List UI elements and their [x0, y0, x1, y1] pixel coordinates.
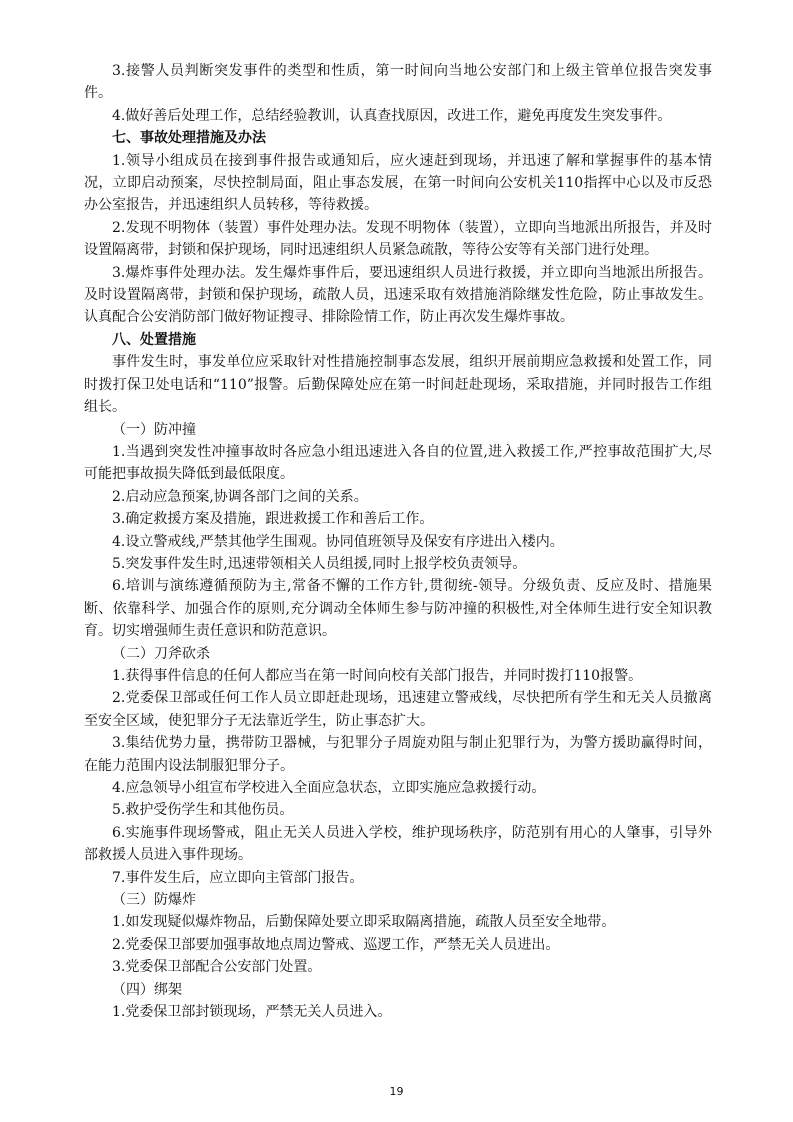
paragraph: 6.实施事件现场警戒，阻止无关人员进入学校，维护现场秩序，防范别有用心的人肇事，引导外部救援人员进入事件现场。: [84, 824, 712, 864]
page-number: 19: [389, 1085, 404, 1098]
paragraph: （二）刀斧砍杀: [112, 645, 210, 662]
paragraph: 7.事件发生后，应立即向主管部门报告。: [112, 869, 364, 886]
paragraph: 3.接警人员判断突发事件的类型和性质，第一时间向当地公安部门和上级主管单位报告突发事件。: [84, 63, 712, 102]
paragraph: 2.发现不明物体（装置）事件处理办法。发现不明物体（装置），立即向当地派出所报告，并及时设置隔离带，封锁和保护现场，同时迅速组织人员紧急疏散，等待公安等有关部门进行处理。: [84, 219, 712, 259]
paragraph: 4.做好善后处理工作，总结经验教训，认真查找原因，改进工作，避免再度发生突发事件。: [112, 107, 672, 124]
paragraph: 1.领导小组成员在接到事件报告或通知后，应火速赶到现场，并迅速了解和掌握事件的基本情况，立即启动预案，尽快控制局面，阻止事态发展，在第一时间向公安机关110指挥中心以及市反恐办公室报告，并迅速组织人员转移，等待救援。: [84, 152, 712, 214]
paragraph: 1.如发现疑似爆炸物品，后勤保障处要立即采取隔离措施，疏散人员至安全地带。: [112, 914, 616, 931]
paragraph: 6.培训与演练遵循预防为主,常备不懈的工作方针,贯彻统-领导。分级负责、反应及时、措施果断、依靠科学、加强合作的原则,充分调动全体师生参与防冲撞的积极性,对全体师生进行安全知识教育。切实增强师生责任意识和防范意识。: [84, 578, 712, 640]
paragraph: 5.突发事件发生时,迅速带领相关人员组援,同时上报学校负责领导。: [112, 555, 527, 572]
paragraph: 2.党委保卫部或任何工作人员立即赶赴现场，迅速建立警戒线，尽快把所有学生和无关人员撤离至安全区域，使犯罪分子无法靠近学生，防止事态扩大。: [84, 690, 712, 729]
paragraph: （一）防冲撞: [112, 421, 196, 438]
document-body: [84, 60, 712, 1023]
paragraph: 4.应急领导小组宣布学校进入全面应急状态，立即实施应急救援行动。: [112, 780, 546, 796]
paragraph: 3.集结优势力量，携带防卫器械，与犯罪分子周旋劝阻与制止犯罪行为，为警方援助赢得时间，在能力范围内设法制服犯罪分子。: [84, 735, 712, 774]
paragraph: 3.党委保卫部配合公安部门处置。: [112, 959, 322, 976]
paragraph: （四）绑架: [112, 981, 182, 998]
paragraph: 3.爆炸事件处理办法。发生爆炸事件后，要迅速组织人员进行救援，并立即向当地派出所报告。及时设置隔离带，封锁和保护现场，疏散人员，迅速采取有效措施消除继发性危险，防止事故发生。认真配合公安消防部门做好物证搜寻、排除险情工作，防止再次发生爆炸事故。: [84, 264, 712, 326]
paragraph: 4.设立警戒线,严禁其他学生围观。协同值班领导及保安有序进出入楼内。: [112, 533, 564, 550]
paragraph: 3.确定救援方案及措施，跟进救援工作和善后工作。: [112, 511, 434, 528]
section-heading: 八、处置措施: [112, 331, 196, 348]
paragraph: 事件发生时，事发单位应采取针对性措施控制事态发展，组织开展前期应急救援和处置工作，同时拨打保卫处电话和“110”报警。后勤保障处应在第一时间赶赴现场，采取措施，并同时报告工作组组长。: [84, 354, 712, 416]
paragraph: 2.启动应急预案,协调各部门之间的关系。: [112, 488, 368, 505]
paragraph: 5.救护受伤学生和其他伤员。: [112, 802, 294, 819]
paragraph: 2.党委保卫部要加强事故地点周边警戒、巡逻工作，严禁无关人员进出。: [112, 936, 560, 953]
paragraph: 1.党委保卫部封锁现场，严禁无关人员进入。: [112, 1004, 392, 1021]
paragraph: （三）防爆炸: [112, 892, 196, 909]
paragraph: 1.获得事件信息的任何人都应当在第一时间向校有关部门报告，并同时拨打110报警。: [112, 667, 643, 684]
paragraph: 1.当遇到突发性冲撞事故时各应急小组迅速进入各自的位置,进入救援工作,严控事故范围扩大,尽可能把事故损失降低到最低限度。: [84, 443, 712, 483]
section-heading: 七、事故处理措施及办法: [112, 130, 266, 147]
